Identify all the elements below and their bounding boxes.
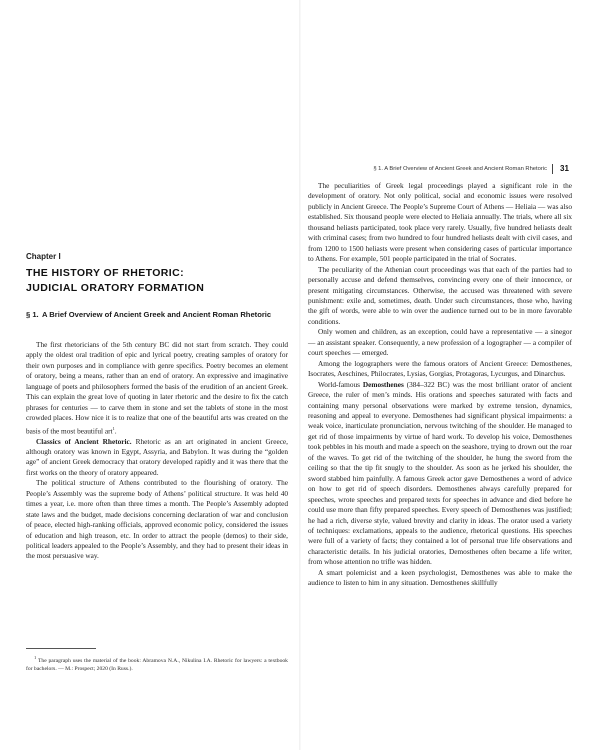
page-number: 31 [560,164,569,173]
chapter-label: Chapter I [26,252,61,261]
right-paragraph-5-text: (384–322 BC) was the most brilliant orator of ancient Greece, the ruler of men’s minds. His orations and speeches saturated with facts and containing many personal observations were marked by extreme tension, dynamics, reasoning and appeal to everyone. Demosthenes had significant physical impairments: a weak voice, inarticulate pronunciation, nervous twitching of the shoulder. He managed to get rid of those impairments by virtue of hard work. To develop his voice, Demosthenes took pebbles in his mouth and made a speech on the seashore, trying to drown out the roar of the waves. To get rid of the twitching of the shoulder, he hung the sword from the ceiling so that the tip fit snugly to the shoulder. As soon as he jerked his shoulder, the sword stabbed him painfully. A famous Greek actor gave Demosthenes a word of advice on how to get rid of speech disorders. Demosthenes always carefully prepared for speeches, wrote speeches and prepared texts for speeches in advance and died before he could use more than fifty prepared speeches. Every speech of Demosthenes was justified; he had a rich, diverse style, valued brevity and clarity in ideas. The orator used a variety of techniques: exclamations, appeals to the audience, rhetorical questions. His speeches were full of a variety of facts; they contained a lot of personal true life observations and characteristic details. In his judicial oratories, Demosthenes often became a life writer, from whose attention no trifle was hidden. [308,379,572,567]
running-head-divider [552,164,553,174]
left-paragraph-2 [26,437,288,479]
section-heading [26,310,282,321]
left-paragraph-3: The political structure of Athens contributed to the flourishing of oratory. The People’s Assembly was the supreme body of Athens’ political structure. It was held 40 times a year, i.e. more often than three times a month. The People’s Assembly adopted state laws and the budget, made decisions concerning declaration of war and conclusion of peace, elected high-ranking officials, approved economic policy, considered the issues of education and high treason, etc. In order to attract the people (demos) to their side, political leaders appealed to the People’s Assembly, and they had to present their ideas in the most persuasive way. [26,478,288,561]
right-paragraph-5 [308,380,572,568]
classics-heading: Classics of Ancient Rhetoric. [36,436,132,446]
footnote [26,654,288,674]
chapter-title-line-1: THE HISTORY OF RHETORIC: [26,267,184,279]
right-paragraph-5-lead: World-famous [318,379,363,389]
left-paragraph-1-text: The first rhetoricians of the 5th century BC did not start from scratch. They could apply the oldest oral tradition of epic and lyrical poetry, creating samples of oratory for their own purposes and in compliance with genre specifics. Poetry becomes an element of oratory, being a means, rather than an end of oratory. An expressive and imaginative language of poets and philosophers formed the basis of the erudition of an ancient Greek. This can explain the great love of quoting in later rhetoric and the desire to fix the catch phrases for centuries — to carve them in stone and set the tablets of stone in the most crowded places. How nice it is to realize that one of the beautiful arts was created on the basis of the most beautiful art [26,340,288,436]
left-body-text [26,340,288,562]
footnote-marker: 1 [112,425,115,431]
section-title: A Brief Overview of Ancient Greek and Ancient Roman Rhetoric [42,310,272,319]
right-paragraph-1: The peculiarities of Greek legal proceedings played a significant role in the development of oratory. Not only political, social and economic issues were resolved publicly in Ancient Greece. The People’s Supreme Court of Athens — Heliaia — was also established. Six thousand people were elected to Heliaia annually. The trials, where all six thousand heliasts participated, took place very rarely. Usually, five hundred heliasts dealt with criminal cases; from two hundred to four hundred heliasts dealt with civil cases, and from 1200 to 1500 heliasts were present when considering cases of particular importance to Athens. For example, 501 people participated in the trial of Socrates. [308,181,572,264]
right-paragraph-4: Among the logographers were the famous orators of Ancient Greece: Demosthenes, Isocrates, Aeschines, Philocrates, Lysias, Gorgias, Protagoras, Lycurgus, and Dinarchus. [308,358,572,379]
chapter-title [26,266,286,296]
running-head: § 1. A Brief Overview of Ancient Greek and Ancient Roman Rhetoric [373,166,547,172]
right-paragraph-3: Only women and children, as an exception, could have a representative — a sinegor — an assistant speaker. Consequently, a new profession of a logographer — a compiler of court speeches — emerged. [308,327,572,358]
right-paragraph-6: A smart polemicist and a keen psychologist, Demosthenes was able to make the audience to listen to him in any situation. Demosthenes skillfully [308,567,572,588]
right-paragraph-2: The peculiarity of the Athenian court proceedings was that each of the parties had to personally accuse and defend themselves, convincing every one of their innocence, or present mitigating circumstances. Otherwise, the accused was threatened with severe punishment: exile and, sometimes, death. Under such circumstances, those who, having the gift of words, were able to win over the audience turned out to be in more favorable conditions. [308,264,572,326]
footnote-rule [26,648,96,649]
demosthenes-name: Demosthenes [362,379,404,389]
footnote-text: The paragraph uses the material of the book: Abramova N.A., Nikulina I.A. Rhetoric for lawyers: a textbook for bachelors. — M.: Prospect; 2020 (In Russ.). [26,657,288,673]
right-page [300,0,600,750]
right-body-text [308,181,572,589]
left-paragraph-2-text: Rhetoric as an art originated in ancient Greece, although oratory was known in Egypt, Assyria, and Babylon. It was during the “golden age” of ancient Greek democracy that oratory developed rapidly and it was there that the first works on the theory of oratory appeared. [26,436,288,477]
footnote-number: 1 [34,655,37,660]
section-number: § 1. [26,310,39,319]
left-paragraph-1: The first rhetoricians of the 5th century BC did not start from scratch. They could apply the oldest oral tradition of epic and lyrical poetry, creating samples of oratory for their own purposes and in compliance with genre specifics. Poetry becomes an element of oratory, being a means, rather than an end of oratory. An expressive and imaginative language of poets and philosophers formed the basis of the erudition of an ancient Greek. This can explain the great love of quoting in later rhetoric and the desire to fix the catch phrases for centuries — to carve them in stone and set the tablets of stone in the most crowded places. How nice it is to realize that one of the beautiful arts was created on the basis of the most beautiful art$^1$. [26,340,288,436]
chapter-title-line-2: JUDICIAL ORATORY FORMATION [26,282,205,294]
